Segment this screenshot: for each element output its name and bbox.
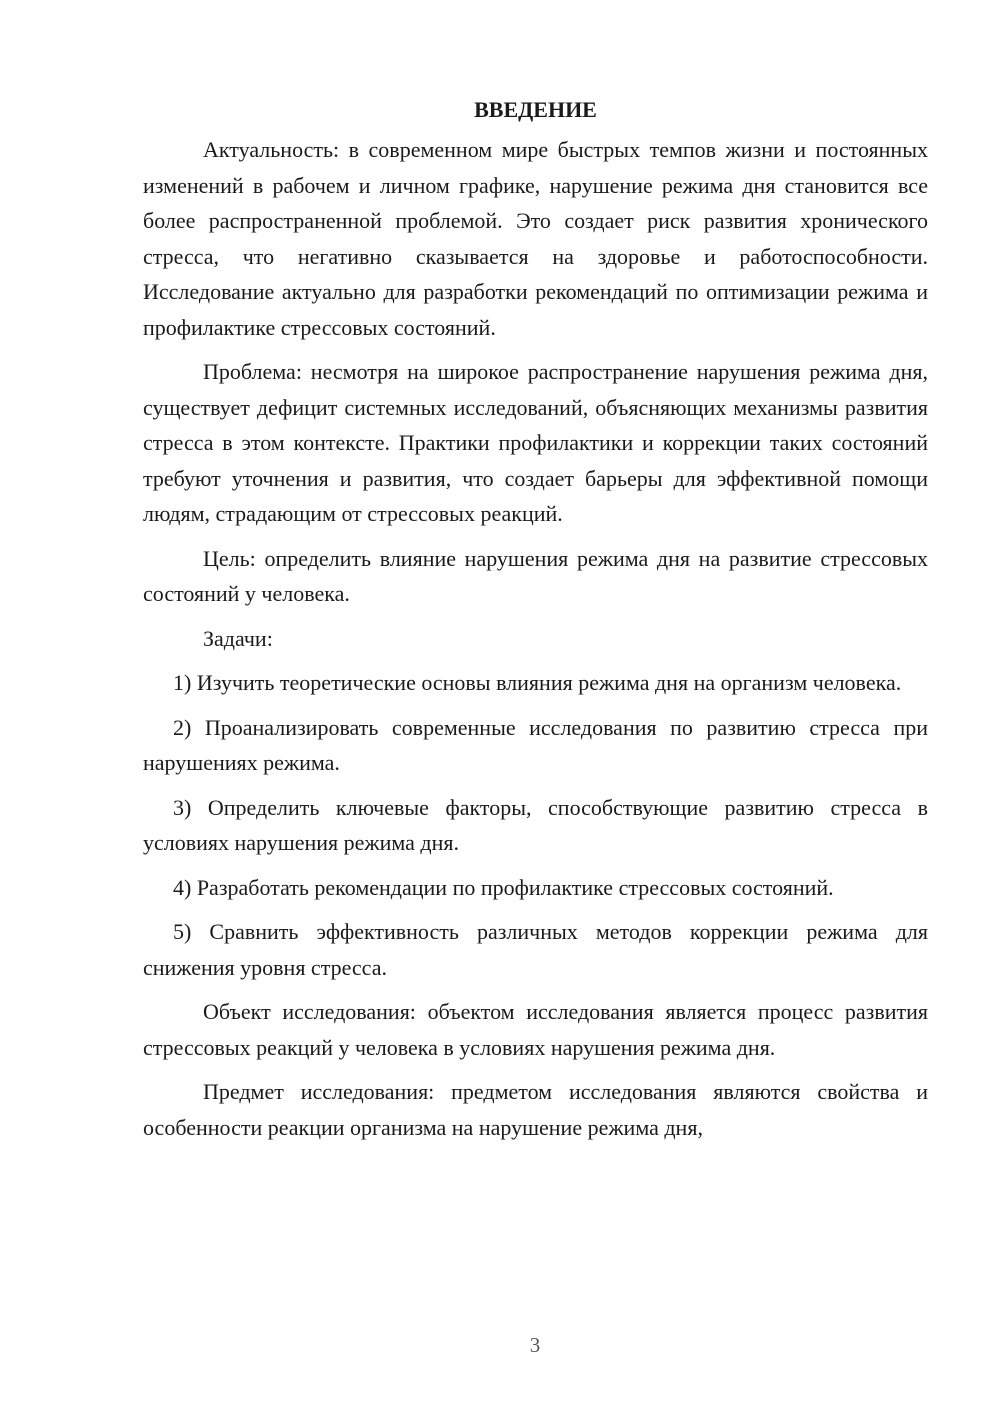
- task-item-2: 2) Проанализировать современные исследования по развитию стресса при нарушениях режима.: [143, 714, 928, 775]
- page-number: 3: [529, 1333, 541, 1357]
- task-item-3: 3) Определить ключевые факторы, способствующие развитию стресса в условиях нарушения режима дня.: [143, 794, 928, 855]
- task-item-1: 1) Изучить теоретические основы влияния режима дня на организм человека.: [173, 670, 902, 695]
- page-content: [143, 92, 928, 1154]
- task-item-4: 4) Разработать рекомендации по профилактике стрессовых состояний.: [173, 874, 834, 900]
- paragraph-problem: Проблема: несмотря на широкое распространение нарушения режима дня, существует дефицит системных исследований, объясняющих механизмы развития стресса в этом контексте. Практики профилактики и коррекции таких состояний требуют уточнения и развития, что создает барьеры для эффективной помощи людям, страдающим от стрессовых реакций.: [143, 359, 928, 526]
- paragraph-relevance: Актуальность: в современном мире быстрых темпов жизни и постоянных изменений в рабочем и личном графике, нарушение режима дня становится все более распространенной проблемой. Это создает риск развития хронического стресса, что негативно сказывается на здоровье и работоспособности. Исследование актуально для разработки рекомендаций по оптимизации режима и профилактике стрессовых состояний.: [143, 137, 928, 340]
- paragraph-object: Объект исследования: объектом исследования является процесс развития стрессовых реакций у человека в условиях нарушения режима дня.: [143, 999, 928, 1060]
- paragraph-goal: Цель: определить влияние нарушения режима дня на развитие стрессовых состояний у человека.: [143, 545, 928, 606]
- paragraph-subject: Предмет исследования: предметом исследования являются свойства и особенности реакции организма на нарушение режима дня,: [143, 1079, 928, 1140]
- section-title: ВВЕДЕНИЕ: [474, 97, 597, 122]
- paragraph-tasks-heading: Задачи:: [203, 625, 273, 651]
- task-item-5: 5) Сравнить эффективность различных методов коррекции режима для снижения уровня стресса.: [143, 919, 928, 980]
